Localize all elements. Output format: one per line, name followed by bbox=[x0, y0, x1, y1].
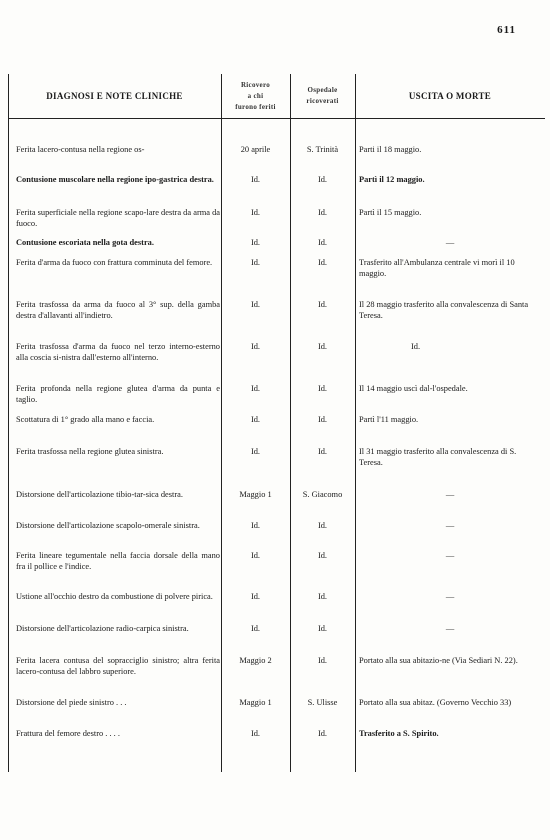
diagnosis-cell: Ferita trasfossa da arma da fuoco al 3° sup. della gamba destra d'allavanti all'indietro. bbox=[16, 300, 220, 320]
header-date bbox=[221, 76, 290, 116]
date-cell: 20 aprile bbox=[240, 145, 271, 154]
result-cell: — bbox=[445, 521, 455, 530]
result-cell: — bbox=[445, 551, 455, 560]
date-cell: Id. bbox=[250, 175, 261, 184]
diagnosis-cell: Ferita lacero-contusa nella regione os- bbox=[16, 145, 145, 154]
date-cell: Id. bbox=[250, 551, 261, 560]
diagnosis-cell: Ferita profonda nella regione glutea d'arma da punta e taglio. bbox=[16, 384, 220, 404]
header-hospital bbox=[290, 76, 355, 116]
hospital-cell: Id. bbox=[317, 415, 328, 424]
date-cell: Maggio 2 bbox=[239, 656, 272, 665]
diagnosis-cell: Frattura del femore destro . . . . bbox=[16, 729, 120, 738]
header-rule bbox=[8, 118, 545, 119]
date-cell: Id. bbox=[250, 447, 261, 456]
hospital-cell: Id. bbox=[317, 258, 328, 267]
date-cell: Maggio 1 bbox=[239, 698, 272, 707]
hospital-cell: Id. bbox=[317, 384, 328, 393]
date-cell: Id. bbox=[250, 592, 261, 601]
hospital-cell: Id. bbox=[317, 729, 328, 738]
header-date-bottom: furono feriti bbox=[235, 102, 276, 111]
date-cell: Id. bbox=[250, 624, 261, 633]
hospital-cell: Id. bbox=[317, 175, 328, 184]
hospital-cell: Id. bbox=[317, 342, 328, 351]
result-cell: Il 14 maggio uscì dal-l'ospedale. bbox=[359, 384, 468, 393]
table-border-left bbox=[8, 74, 9, 772]
header-diagnosis: DIAGNOSI E NOTE CLINICHE bbox=[46, 91, 183, 101]
page-number: 611 bbox=[497, 24, 516, 36]
result-cell: Il 28 maggio trasferito alla convalescenza di Santa Teresa. bbox=[359, 300, 529, 320]
result-cell: Trasferito all'Ambulanza centrale vi morì il 10 maggio. bbox=[359, 258, 515, 278]
hospital-cell: Id. bbox=[317, 656, 328, 665]
hospital-cell: Id. bbox=[317, 624, 328, 633]
hospital-cell: Id. bbox=[317, 447, 328, 456]
hospital-cell: Id. bbox=[317, 238, 328, 247]
hospital-cell: Id. bbox=[317, 300, 328, 309]
date-cell: Id. bbox=[250, 521, 261, 530]
diagnosis-cell: Ferita trasfossa nella regione glutea sinistra. bbox=[16, 447, 164, 456]
result-cell: Parti il 18 maggio. bbox=[359, 145, 422, 154]
diagnosis-cell: Scottatura di 1° grado alla mano e faccia. bbox=[16, 415, 155, 424]
result-cell: — bbox=[445, 624, 455, 633]
date-cell: Id. bbox=[250, 384, 261, 393]
result-cell: Id. bbox=[411, 342, 421, 351]
header-hospital-bottom: ricoverati bbox=[306, 97, 339, 105]
date-cell: Id. bbox=[250, 729, 261, 738]
diagnosis-cell: Ferita lacera contusa del sopracciglio sinistro; altra ferita lacero-contusa del labbro superiore. bbox=[16, 656, 220, 676]
result-cell: — bbox=[445, 238, 455, 247]
diagnosis-cell: Distorsione dell'articolazione radio-carpica sinistra. bbox=[16, 624, 189, 633]
result-cell: — bbox=[445, 592, 455, 601]
result-cell: Partì il 12 maggio. bbox=[359, 175, 425, 184]
diagnosis-cell: Ferita superficiale nella regione scapo-lare destra da arma da fuoco. bbox=[16, 208, 220, 228]
header-hospital-top: Ospedale bbox=[307, 86, 338, 94]
diagnosis-cell: Ferita d'arma da fuoco con frattura comminuta del femore. bbox=[16, 258, 213, 267]
hospital-cell: Id. bbox=[317, 521, 328, 530]
hospital-cell: S. Ulisse bbox=[307, 698, 338, 707]
date-cell: Id. bbox=[250, 415, 261, 424]
date-cell: Id. bbox=[250, 258, 261, 267]
result-cell: Il 31 maggio trasferito alla convalescenza di S. Teresa. bbox=[359, 447, 517, 467]
result-cell: Trasferito a S. Spirito. bbox=[359, 729, 439, 738]
date-cell: Maggio 1 bbox=[239, 490, 272, 499]
header-date-mid: a chi bbox=[247, 91, 264, 100]
column-divider bbox=[355, 74, 356, 772]
diagnosis-cell: Ustione all'occhio destro da combustione di polvere pirica. bbox=[16, 592, 213, 601]
hospital-cell: S. Giacomo bbox=[302, 490, 343, 499]
diagnosis-cell: Ferita lineare tegumentale nella faccia dorsale della mano fra il pollice e l'indice. bbox=[16, 551, 220, 571]
diagnosis-cell: Distorsione dell'articolazione tibio-tar-sica destra. bbox=[16, 490, 183, 499]
diagnosis-cell: Distorsione del piede sinistro . . . bbox=[16, 698, 127, 707]
hospital-cell: Id. bbox=[317, 551, 328, 560]
date-cell: Id. bbox=[250, 300, 261, 309]
hospital-cell: S. Trinità bbox=[306, 145, 339, 154]
date-cell: Id. bbox=[250, 342, 261, 351]
result-cell: Partì l'11 maggio. bbox=[359, 415, 419, 424]
header-date-top: Ricovero bbox=[240, 80, 271, 89]
result-cell: Partì il 15 maggio. bbox=[359, 208, 422, 217]
hospital-cell: Id. bbox=[317, 208, 328, 217]
result-cell: Portato alla sua abitaz. (Governo Vecchio 33) bbox=[359, 698, 512, 707]
hospital-cell: Id. bbox=[317, 592, 328, 601]
diagnosis-cell: Distorsione dell'articolazione scapolo-omerale sinistra. bbox=[16, 521, 200, 530]
result-cell: Portato alla sua abitazio-ne (Via Sediari N. 22). bbox=[359, 656, 518, 665]
header-result: USCITA O MORTE bbox=[408, 91, 492, 101]
result-cell: — bbox=[445, 490, 455, 499]
diagnosis-cell: Contusione muscolare nella regione ipo-gastrica destra. bbox=[16, 175, 214, 184]
date-cell: Id. bbox=[250, 238, 261, 247]
diagnosis-cell: Contusione escoriata nella gota destra. bbox=[16, 238, 154, 247]
diagnosis-cell: Ferita trasfossa d'arma da fuoco nel terzo interno-esterno alla coscia si-nistra dall'esterno all'interno. bbox=[16, 342, 220, 362]
date-cell: Id. bbox=[250, 208, 261, 217]
